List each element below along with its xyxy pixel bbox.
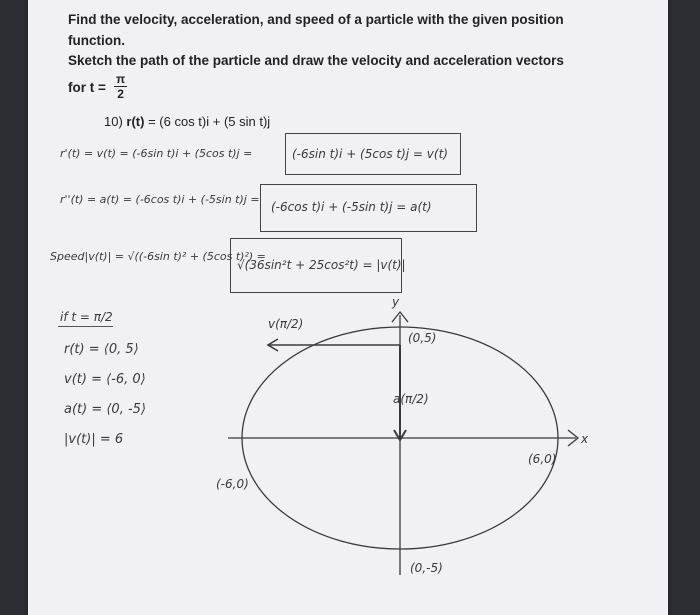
position-function-label: r(t) bbox=[126, 114, 145, 129]
t-fraction-numerator: π bbox=[116, 72, 126, 86]
bottom-point-label: (0,-5) bbox=[410, 561, 443, 575]
instruction-line-2: function. bbox=[68, 33, 125, 48]
condition-label: if t = π/2 bbox=[60, 310, 113, 324]
instruction-line-1: Find the velocity, acceleration, and speed of a particle with the given position bbox=[68, 12, 564, 27]
t-fraction-denominator: 2 bbox=[117, 87, 124, 101]
worksheet-paper bbox=[28, 0, 668, 615]
velocity-derivation: r'(t) = v(t) = (-6sin t)i + (5cos t)j = bbox=[60, 147, 253, 160]
x-axis-label: x bbox=[581, 432, 589, 446]
left-point-label: (-6,0) bbox=[216, 477, 249, 491]
velocity-value: v(t) = ⟨-6, 0⟩ bbox=[64, 372, 146, 387]
y-axis-label: y bbox=[392, 295, 400, 309]
acceleration-answer: (-6cos t)i + (-5sin t)j = a(t) bbox=[271, 200, 432, 214]
ellipse-sketch bbox=[28, 0, 668, 615]
problem-number: 10) bbox=[104, 114, 123, 129]
acceleration-vector-label: a(π/2) bbox=[393, 392, 429, 406]
acceleration-value: a(t) = ⟨0, -5⟩ bbox=[64, 402, 147, 417]
right-point-label: (6,0) bbox=[528, 452, 557, 466]
position-value: r(t) = ⟨0, 5⟩ bbox=[64, 342, 139, 357]
speed-value: |v(t)| = 6 bbox=[64, 432, 124, 447]
acceleration-derivation: r''(t) = a(t) = (-6cos t)i + (-5sin t)j = bbox=[60, 193, 260, 206]
for-t-prefix: for t = bbox=[68, 80, 106, 95]
speed-derivation: Speed|v(t)| = √((-6sin t)² + (5cos t)²) = bbox=[50, 250, 266, 263]
speed-answer: √(36sin²t + 25cos²t) = |v(t)| bbox=[237, 258, 406, 272]
velocity-answer: (-6sin t)i + (5cos t)j = v(t) bbox=[292, 147, 448, 161]
velocity-vector-label: v(π/2) bbox=[268, 317, 304, 331]
top-point-label: (0,5) bbox=[408, 331, 437, 345]
position-function-rest: = (6 cos t)i + (5 sin t)j bbox=[148, 114, 271, 129]
instruction-line-3: Sketch the path of the particle and draw the velocity and acceleration vectors bbox=[68, 53, 564, 68]
